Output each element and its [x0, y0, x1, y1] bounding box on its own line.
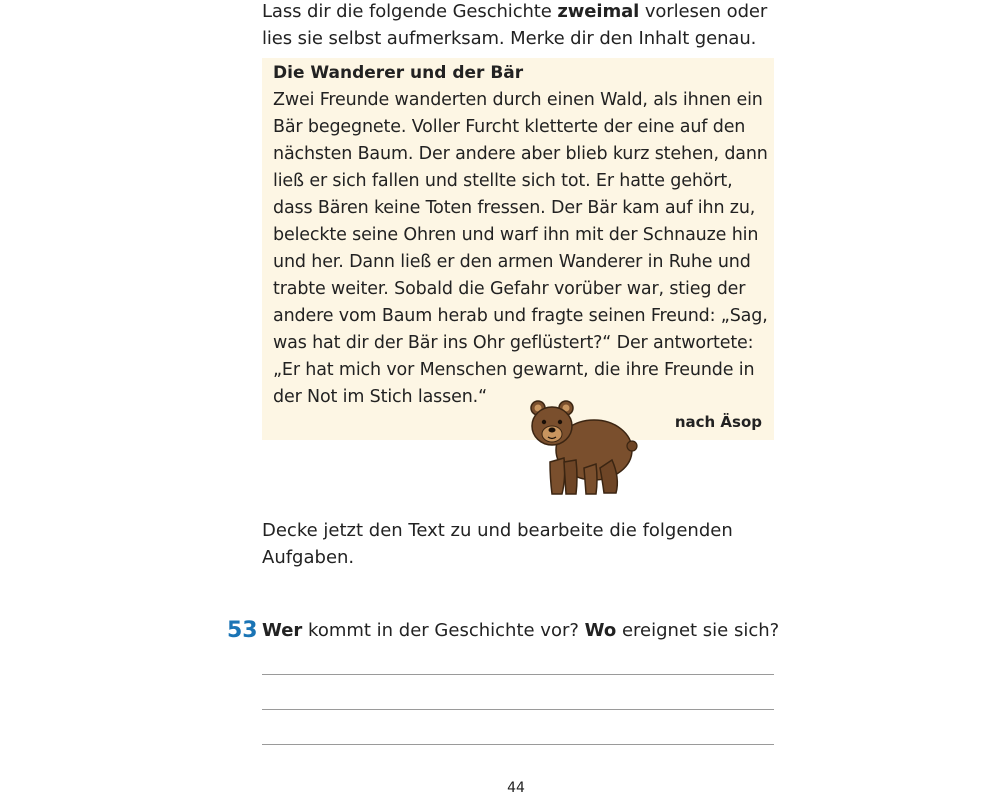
intro-text [262, 0, 782, 52]
story-line: nächsten Baum. Der andere aber blieb kurz stehen, dann [273, 144, 768, 164]
page-number: 44 [507, 780, 525, 796]
story-line: beleckte seine Ohren und warf ihn mit der Schnauze hin [273, 225, 759, 245]
intro-text-part: vorlesen oder [639, 1, 768, 22]
task-question [262, 617, 779, 644]
story-line: der Not im Stich lassen.“ [273, 387, 487, 407]
story-line: ließ er sich fallen und stellte sich tot. Er hatte gehört, [273, 171, 733, 191]
instruction-text [262, 517, 782, 571]
intro-emphasis: zweimal [557, 1, 640, 22]
instruction-line-2: Aufgaben. [262, 547, 355, 568]
story-line: trabte weiter. Sobald die Gefahr vorüber war, stieg der [273, 279, 746, 299]
story-line: andere vom Baum herab und fragte seinen Freund: „Sag, [273, 306, 768, 326]
story-source: nach Äsop [674, 413, 762, 431]
bear-illustration [524, 398, 639, 498]
story-line: Bär begegnete. Voller Furcht kletterte der eine auf den [273, 117, 746, 137]
story-title: Die Wanderer und der Bär [273, 63, 524, 83]
instruction-line-1: Decke jetzt den Text zu und bearbeite die folgenden [262, 520, 733, 541]
task-number: 53 [227, 618, 258, 643]
story-line: dass Bären keine Toten fressen. Der Bär kam auf ihn zu, [273, 198, 756, 218]
task-text-part: ereignet sie sich? [616, 620, 780, 641]
answer-line[interactable] [262, 674, 774, 675]
intro-line-1 [262, 0, 782, 25]
intro-line-2: lies sie selbst aufmerksam. Merke dir den Inhalt genau. [262, 28, 757, 49]
answer-line[interactable] [262, 744, 774, 745]
task-emphasis: Wo [584, 620, 617, 641]
answer-line[interactable] [262, 709, 774, 710]
story-line: und her. Dann ließ er den armen Wanderer in Ruhe und [273, 252, 751, 272]
task-text-part: kommt in der Geschichte vor? [302, 620, 585, 641]
story-line: Zwei Freunde wanderten durch einen Wald, als ihnen ein [273, 90, 763, 110]
task-emphasis: Wer [262, 620, 303, 641]
intro-text-part: Lass dir die folgende Geschichte [262, 1, 558, 22]
story-line: „Er hat mich vor Menschen gewarnt, die ihre Freunde in [273, 360, 755, 380]
story-box [262, 58, 774, 440]
story-line: was hat dir der Bär ins Ohr geflüstert?“ Der antwortete: [273, 333, 754, 353]
